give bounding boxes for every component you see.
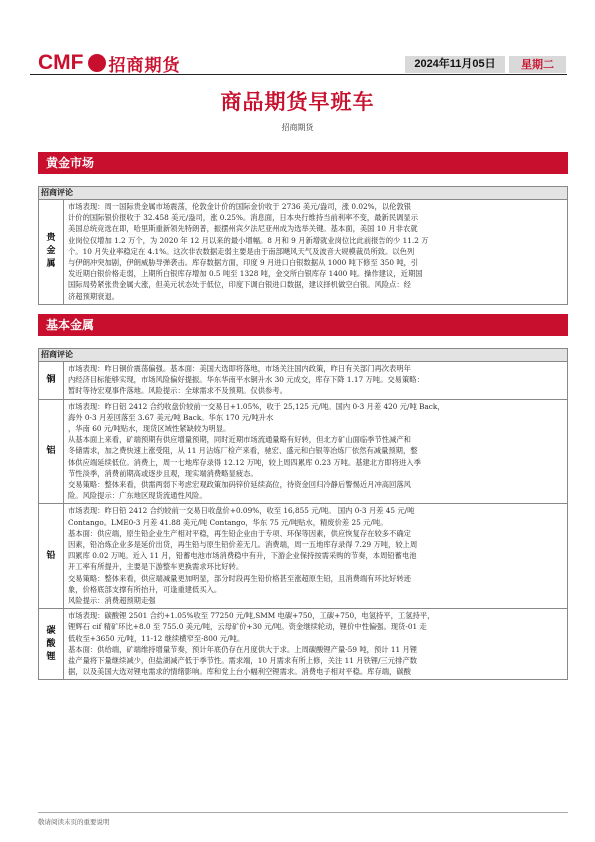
metal-label: [39, 399, 64, 504]
commentary-line: 风险提示：消费超预期走强: [68, 596, 156, 606]
label-char: 碳: [46, 625, 56, 636]
metal-commentary: [64, 399, 568, 504]
footer-note: 敬请阅读末页的重要说明: [38, 818, 110, 826]
commentary-line: 与伊朗冲突加剧，伊朗威胁导弹袭击。库存数据方面，印度 9 月进口白银数据从 1000 吨下修至 350 吨，引: [68, 258, 419, 268]
label-char: 锂: [46, 651, 56, 662]
metal-label: [39, 609, 64, 680]
document-subtitle: 招商期货: [281, 123, 314, 132]
commentary-line: 开工率有所提升，主要是下游整车更换需求环比好转。: [68, 562, 244, 572]
table-row: [39, 504, 568, 609]
metal-commentary: [64, 362, 568, 400]
gold-commentary-table: [38, 186, 568, 305]
commentary-line: 基本面：供给端，矿端维持增量节奏，预计年底仍存在月度供大于求。上周碳酸锂产量-59 吨，预计 11 月锂: [68, 644, 418, 654]
commentary-line: 个。10 月失业率稳定在 4.1%。这次非农数据走弱主要是由于南部飓风天气及波音大规模裁员所致。以色列: [68, 246, 415, 256]
report-date: 2024年11月05日: [405, 56, 505, 73]
base-metals-commentary-table: [38, 348, 568, 680]
commentary-line: 节性淡季，消费前期高或逐步且观，现实端消费略显疲态。: [68, 468, 258, 478]
commentary-line: 险。风险提示：广东地区现货流通性风险。: [68, 491, 207, 501]
commentary-line: 济超预期衰退。: [68, 291, 120, 301]
commentary-line: 美国总统竞选在即，哈里斯重新领先特朗普，振摆州宾夕法尼亚州成为选举关键。基本面，美国 10 月非农就: [68, 224, 418, 234]
metal-commentary: [64, 504, 568, 609]
document-title: 商品期货早班车: [220, 89, 375, 114]
commentary-line: 冬储需求，加之费快速上涨受阻，从 11 月沾炼厂检产来看，驰宏、盛元和白银等冶炼厂依然有减量预期，整: [68, 446, 418, 456]
gold-table-header: 招商评论: [39, 187, 568, 200]
commentary-line: Contango。LME0-3 月差 41.88 美元/吨 Contango，华东 75 元/吨贴水，精废价差 25 元/吨。: [68, 517, 388, 527]
logo-cn-text: 招商期货: [108, 55, 181, 76]
metal-commentary: [64, 609, 568, 680]
commentary-line: 内经济目标能够实现，市场风险偏好提振。华东华南平水铜升水 30 元成交，库存下降 1.17 万吨。交易策略：: [68, 375, 424, 385]
commentary-line: 暂时等待宏观事件落地。风险提示：全球需求不及预期。仅供参考。: [68, 386, 287, 396]
commentary-line: 因素，铅冶炼企业多是延价出货，再生铅与原生铅价差无几。消费端，周一五地库存录得 7.29 万吨，较上周: [68, 540, 418, 550]
commentary-line: 锂辉石 cif 精矿环比+8.0 至 755.0 美元/吨，云母矿价+30 元/吨。资金继续轮动，锂价中性偏强。现货-01 走: [68, 622, 427, 632]
commentary-line: 基本面：供应端，原生铅企业生产相对平稳，再生铅企业由于专项、环保等因素，供应恢复存在较多不确定: [68, 528, 411, 538]
commentary-line: 市场表现：昨日铅 2412 合约较前一交易日收盘价+0.09%，收至 16,855 元/吨。 国内 0-3 月差 45 元/吨: [68, 506, 415, 516]
commentary-line: 四累库 0.02 万吨。近入 11 月，铅蓄电池市场消费稳中有升，下游企业保持按需采购的节奏，本周铅蓄电池: [68, 551, 417, 561]
section-gold-title: 黄金市场: [38, 152, 568, 174]
commentary-line: 市场表现：周一国际贵金属市场震荡，伦敦金计价的国际金价收于 2736 美元/盎司，涨 0.02%，以伦敦银: [68, 202, 412, 211]
metal-label: [39, 362, 64, 400]
logo-cmf-text: CMF: [38, 51, 84, 74]
commentary-line: 盐产量将下量继续减少，但盐湖减产低于季节性。需求端，10 月需求有所上修，关注 11 月铁锂/三元排产数: [68, 656, 418, 666]
commentary-line: 市场表现：昨日铝 2412 合约收盘价较前一交易日+1.05%，收于 25,125 元/吨。国内 0-3 月差 420 元/吨 Back，: [68, 401, 445, 411]
report-weekday: 星期二: [509, 56, 566, 73]
section-base-metals-title: 基本金属: [38, 314, 568, 336]
metal-label: [39, 504, 64, 609]
commentary-line: 发近期白银价格走弱，上期所白银库存增加 0.5 吨至 1328 吨，金交所白银库存 1400 吨。操作建议，近期国: [68, 269, 423, 279]
table-row: [39, 362, 568, 400]
label-char: 酸: [46, 638, 56, 649]
label-char: 铜: [46, 374, 56, 385]
commentary-line: 从基本面上来看，矿端预期有供应增量预期，同时近期市场流通量略有好转，但北方矿山面临季节性减产和: [68, 435, 411, 445]
commentary-line: 体供应端延续低位。消费上，周一七地库存录得 12.12 万吨，较上周四累库 0.23 万吨。基建北方即将进入季: [68, 457, 421, 467]
commentary-line: 市场表现：碳酸锂 2501 合约+1.05%收至 77250 元/吨,SMM 电碳+750，工碳+750，电氢持平，工氢持平，: [68, 611, 435, 621]
gold-commentary: [64, 200, 568, 305]
commentary-line: 交易策略：整体来看，供需两弱下考虑宏观政策加码锌价延续高位，待资金回归冷静后警惕近月冲高回落风: [68, 480, 411, 490]
company-logo: [38, 52, 181, 74]
gold-row-label: [39, 200, 64, 305]
label-char: 属: [46, 259, 56, 270]
label-char: 贵: [46, 233, 56, 244]
footer-divider: [38, 812, 568, 813]
base-table-header: 招商评论: [39, 349, 568, 362]
commentary-line: 据，以及美国大选对锂电需求的情绪影响。库和党上台小幅利空锂需求。消费电子相对平稳。库存端，碳酸: [68, 667, 411, 677]
commentary-line: 计价的国际银价报收于 32.458 美元/盎司，涨 0.25%。消息面，日本央行维持当前利率不变，最新民调显示: [68, 213, 419, 223]
commentary-line: 业岗位仅增加 1.2 万个，为 2020 年 12 月以来的最小增幅。8 月和 9 月新增就业岗位比此前报告的少 11.2 万: [68, 235, 429, 245]
commentary-line: 交易策略：整体来看，供应端减量更加明显，部分时段再生铅价格甚至涨超原生铅，且消费端有环比好转迹: [68, 573, 411, 583]
commentary-line: 象，价格底部支撑有所抬升，可逢重建低买入。: [68, 584, 222, 594]
label-char: 铝: [46, 446, 56, 457]
commentary-line: 低收至+3650 元/吨，11-12 继续横窄至-800 元/吨。: [68, 633, 245, 643]
table-row: [39, 399, 568, 504]
commentary-line: 国际局势紧张贵金属大涨，但美元状态处于低位，印度下调白银进口数据，建议择机做空白银。风险点：经: [68, 280, 411, 290]
commentary-line: 市场表现：昨日铜价震荡偏强。基本面：美国大选即将落地，市场关注国内政策，昨日有关部门再次表明年: [68, 364, 411, 373]
commentary-line: ，华南 60 元/吨贴水，现货区域性紧缺较为明显。: [68, 424, 231, 434]
commentary-line: 海外 0-3 月差回落至 3.67 美元/吨 Back。华东 170 元/吨升水: [68, 412, 274, 422]
header-divider: [30, 74, 567, 75]
table-row: [39, 609, 568, 680]
label-char: 铅: [46, 550, 56, 561]
logo-emblem-icon: [88, 54, 106, 72]
label-char: 金: [46, 246, 56, 257]
